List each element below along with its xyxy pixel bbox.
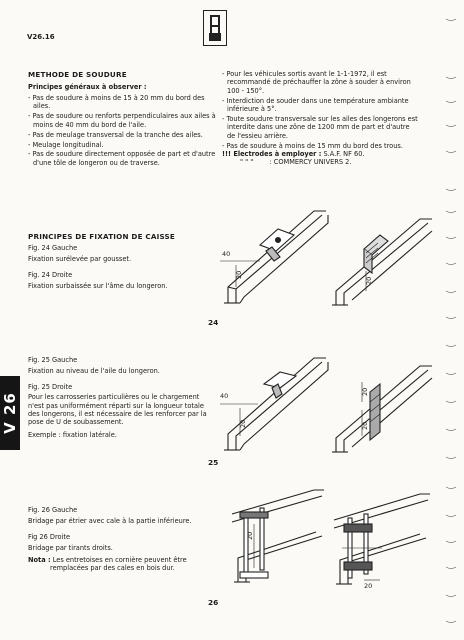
figure-26: [214, 484, 434, 596]
note-label: Nota :: [28, 555, 51, 564]
folder-stand-icon: [204, 11, 226, 45]
side-tab: [0, 376, 20, 450]
fig24-dim-b: 20: [235, 270, 243, 279]
margin-tick-mark: [446, 100, 456, 104]
fig24-dim-a: 40: [222, 250, 231, 258]
figure-25: [214, 352, 434, 462]
margin-tick-mark: [446, 620, 456, 624]
figure-24: [214, 205, 434, 315]
margin-tick-mark: [446, 76, 456, 80]
note-text: Les entretoises en cornière peuvent être remplacées par des cales en bois dur.: [50, 555, 187, 573]
list-item: - Pour les véhicules sortis avant le 1-1-1972, il est recommandé de préchauffer la zône à souder à environ 100 - 150°.: [222, 70, 411, 95]
margin-tick-mark: [446, 124, 456, 128]
margin-tick-mark: [446, 150, 456, 154]
list-item: - Pas de soudure ou renforts perpendiculaires aux ailes à moins de 40 mm du bord de l'aile.: [28, 112, 216, 129]
margin-tick-mark: [446, 594, 456, 598]
margin-tick-mark: [446, 486, 456, 490]
margin-tick-mark: [446, 18, 456, 22]
electrodes-value-2: : COMMERCY UNIVERS 2.: [269, 158, 352, 166]
page-reference: V26.16: [27, 33, 55, 41]
electrodes-label: !!! Electrodes à employer :: [222, 150, 322, 158]
margin-tick-mark: [446, 456, 456, 460]
margin-tick-mark: [446, 210, 456, 214]
fig24-dim-c: 20: [365, 276, 373, 285]
list-item: - Pas de soudure à moins de 15 mm du bord des trous.: [222, 141, 403, 150]
figure-number-24: 24: [208, 318, 219, 327]
margin-tick-mark: [446, 400, 456, 404]
fig26-left-text: Bridage par étrier avec cale à la partie inférieure.: [28, 517, 192, 526]
list-item: - Pas de meulage transversal de la tranche des ailes.: [28, 130, 203, 139]
margin-tick-mark: [446, 428, 456, 432]
section-title-caisse: PRINCIPES DE FIXATION DE CAISSE: [28, 232, 176, 241]
fig25-left-title: Fig. 25 Gauche: [28, 356, 78, 364]
figure-number-25: 25: [208, 458, 219, 467]
header-logo-box: [203, 10, 227, 46]
margin-tick-mark: [446, 236, 456, 240]
section-title-soudure: METHODE DE SOUDURE: [28, 70, 127, 79]
fig26-caption: [28, 506, 213, 572]
fig24-left-title: Fig. 24 Gauche: [28, 244, 78, 252]
fig25-example: Exemple : fixation latérale.: [28, 430, 117, 439]
fig25-dim-d: 20: [361, 421, 369, 430]
fig26-left-title: Fig. 26 Gauche: [28, 506, 78, 514]
electrodes-value-1: S.A.F. NF 60.: [323, 150, 365, 158]
margin-tick-mark: [446, 290, 456, 294]
fig26-right-text: Bridage par tirants droits.: [28, 544, 113, 553]
fig26-dim-b: 20: [364, 582, 373, 590]
margin-tick-mark: [446, 188, 456, 192]
fig26-right-title: Fig 26 Droite: [28, 532, 71, 541]
fig26-dim-a: 20: [246, 531, 254, 540]
fig25-dim-a: 40: [220, 392, 229, 400]
fig24-right-title: Fig. 24 Droite: [28, 270, 73, 279]
figure-number-26: 26: [208, 598, 219, 607]
list-item: - Pas de soudure directement opposée de part et d'autre d'une tôle de longeron ou de traverse.: [28, 150, 216, 167]
margin-tick-mark: [446, 514, 456, 518]
fig25-caption: [28, 356, 208, 439]
margin-tick-mark: [446, 566, 456, 570]
fig24-caption: [28, 244, 208, 291]
margin-tick-mark: [446, 372, 456, 376]
margin-tick-mark: [446, 262, 456, 266]
soudure-right-list: [222, 70, 418, 152]
fig24-right-text: Fixation surbaissée sur l'âme du longeron.: [28, 282, 168, 291]
fig24-left-text: Fixation surélevée par gousset.: [28, 255, 132, 264]
margin-tick-mark: [446, 540, 456, 544]
fig25-dim-c: 20: [361, 387, 369, 396]
fig25-right-title: Fig. 25 Droite: [28, 382, 73, 391]
list-item: - Pas de soudure à moins de 15 à 20 mm du bord des ailes.: [28, 94, 205, 111]
margin-tick-mark: [446, 344, 456, 348]
list-item: - Interdiction de souder dans une température ambiante inférieure à 5°.: [222, 96, 409, 114]
fig26-note: [28, 556, 213, 573]
side-tab-label: V 26: [1, 392, 19, 434]
list-item: - Meulage longitudinal.: [28, 140, 104, 149]
section-subtitle-principes: Principes généraux à observer :: [28, 83, 147, 91]
electrodes-line-2: [240, 158, 351, 166]
list-item: - Toute soudure transversale sur les ailes des longerons est interdite dans une zône de 1200 mm de part et d'autre de l'essieu arrière.: [222, 115, 418, 140]
fig25-left-text: Fixation au niveau de l'aile du longeron.: [28, 367, 160, 376]
margin-tick-mark: [446, 316, 456, 320]
fig25-dim-b: 20: [239, 419, 247, 428]
fig25-right-text: Pour les carrosseries particulières ou le chargement n'est pas uniformément réparti sur la longueur totale des longerons, il est nécessaire de les renforcer par la pose de U de soubassement.: [28, 393, 207, 427]
ditto-marks: " " ": [240, 158, 254, 166]
soudure-left-list: [28, 94, 218, 169]
